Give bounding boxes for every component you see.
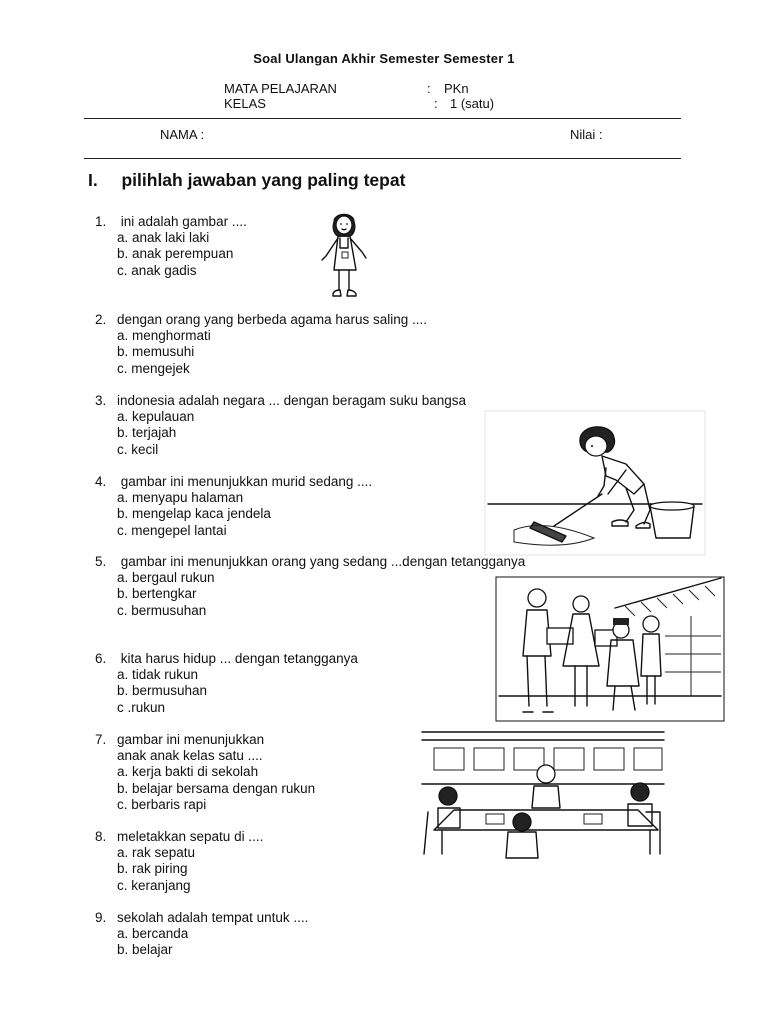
section-number: I.	[88, 170, 98, 190]
question-text: sekolah adalah tempat untuk ....	[117, 910, 309, 925]
option-c: c. kecil	[117, 441, 159, 457]
question-number: 4.	[95, 474, 107, 489]
class-separator: :	[434, 96, 438, 111]
question-3	[95, 393, 466, 458]
option-a: a. tidak rukun	[117, 667, 199, 683]
question-text: gambar ini menunjukkan	[117, 732, 265, 747]
option-a: a. kerja bakti di sekolah	[117, 764, 259, 780]
score-field-label: Nilai :	[570, 127, 603, 142]
option-a: a. rak sepatu	[117, 845, 196, 861]
option-a: a. bercanda	[117, 926, 189, 942]
question-number: 9.	[95, 910, 107, 925]
document-title: Soal Ulangan Akhir Semester Semester 1	[253, 51, 515, 66]
option-a: a. kepulauan	[117, 409, 195, 425]
option-b: b. anak perempuan	[117, 246, 234, 262]
option-b: b. belajar bersama dengan rukun	[117, 780, 316, 796]
option-b: b. terjajah	[117, 425, 177, 441]
subject-separator: :	[427, 81, 431, 96]
children-studying-at-table-drawing	[420, 728, 666, 860]
neighbors-sharing-gifts-drawing	[495, 576, 725, 722]
option-b: b. mengelap kaca jendela	[117, 506, 271, 522]
question-text-continued: anak anak kelas satu ....	[117, 748, 263, 764]
section-heading	[88, 170, 405, 191]
option-c: c. keranjang	[117, 877, 191, 893]
question-6	[95, 651, 358, 716]
option-b: b. bertengkar	[117, 586, 197, 602]
question-9	[95, 910, 308, 959]
option-b: b. rak piring	[117, 861, 188, 877]
option-b: b. bermusuhan	[117, 683, 208, 699]
question-number: 1.	[95, 214, 107, 229]
option-a: a. menyapu halaman	[117, 490, 244, 506]
subject-value: PKn	[444, 81, 469, 96]
question-number: 6.	[95, 651, 107, 666]
question-text: kita harus hidup ... dengan tetangganya	[117, 651, 358, 666]
question-text: ini adalah gambar ....	[117, 214, 247, 229]
option-c: c. berbaris rapi	[117, 796, 207, 812]
question-text: meletakkan sepatu di ....	[117, 829, 264, 844]
option-c: c. mengepel lantai	[117, 522, 227, 538]
question-text: gambar ini menunjukkan murid sedang ....	[117, 474, 373, 489]
header-rule-bottom	[84, 158, 681, 159]
question-number: 3.	[95, 393, 107, 408]
question-7	[95, 732, 315, 813]
class-label: KELAS	[224, 96, 266, 111]
class-value: 1 (satu)	[450, 96, 495, 111]
option-a: a. menghormati	[117, 328, 211, 344]
question-number: 7.	[95, 732, 107, 747]
option-c: c. mengejek	[117, 360, 190, 376]
question-number: 8.	[95, 829, 107, 844]
question-5	[95, 554, 525, 619]
question-text: gambar ini menunjukkan orang yang sedang ...dengan tetangganya	[117, 554, 526, 569]
option-b: b. memusuhi	[117, 344, 195, 360]
option-a: a. anak laki laki	[117, 230, 210, 246]
question-4	[95, 474, 372, 539]
section-title: pilihlah jawaban yang paling tepat	[121, 170, 406, 190]
name-field-label: NAMA :	[160, 127, 205, 142]
option-a: a. bergaul rukun	[117, 570, 215, 586]
boy-mopping-floor-drawing	[484, 410, 706, 556]
question-text: dengan orang yang berbeda agama harus saling ....	[117, 312, 427, 327]
subject-label: MATA PELAJARAN	[224, 81, 337, 96]
question-2	[95, 312, 427, 377]
option-c: c .rukun	[117, 699, 166, 715]
question-1	[95, 214, 247, 279]
question-text: indonesia adalah negara ... dengan beragam suku bangsa	[117, 393, 467, 408]
question-number: 2.	[95, 312, 107, 327]
question-number: 5.	[95, 554, 107, 569]
header-rule-top	[84, 118, 681, 119]
option-c: c. bermusuhan	[117, 602, 207, 618]
option-b: b. belajar	[117, 942, 173, 958]
girl-in-dress-drawing	[312, 208, 376, 304]
question-8	[95, 829, 263, 894]
option-c: c. anak gadis	[117, 262, 197, 278]
